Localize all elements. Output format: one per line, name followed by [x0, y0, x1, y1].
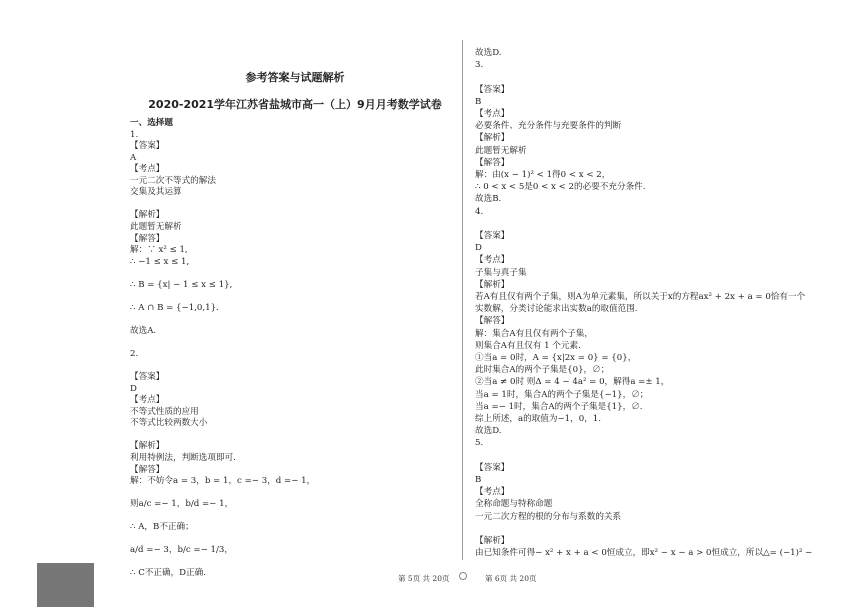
text-line: B [475, 96, 482, 107]
text-line: 则a/c =− 1，b/d =− 1， [130, 499, 234, 510]
text-line: 故选B. [475, 194, 502, 205]
text-line: 当a =− 1时，集合A的两个子集是{1}，∅. [475, 401, 643, 412]
text-line: 【解析】 [475, 279, 510, 290]
text-line: 【答案】 [475, 462, 510, 473]
text-line: ②当a ≠ 0时 则Δ = 4 − 4a² = 0，解得a =± 1， [475, 377, 670, 388]
text-line: 子集与真子集 [475, 267, 527, 278]
text-line: 此题暂无解析 [475, 145, 527, 156]
text-line: 3. [475, 60, 484, 71]
text-line: 5. [475, 438, 484, 449]
text-line: 【考点】 [130, 164, 165, 175]
text-line: 实数解，分类讨论能求出实数a的取值范围. [475, 304, 638, 315]
text-line: 【答案】 [475, 231, 510, 241]
text-line: 【解答】 [475, 157, 510, 168]
exam-title: 2020-2021学年江苏省盐城市高一（上）9月月考数学试卷 [148, 98, 442, 111]
text-line: 【解答】 [475, 316, 510, 327]
page-title: 参考答案与试题解析 [245, 71, 345, 84]
text-line: ∴ C不正确，D正确. [130, 568, 206, 579]
text-line: 必要条件、充分条件与充要条件的判断 [475, 121, 622, 132]
text-line: 故选D. [475, 48, 502, 58]
text-line: ∴ −1 ≤ x ≤ 1, [130, 256, 190, 267]
text-line: 【答案】 [475, 84, 510, 95]
gear-icon [459, 572, 467, 580]
text-line: 【考点】 [130, 395, 165, 406]
text-line: 则集合A有且仅有 1 个元素. [475, 340, 581, 351]
column-divider [462, 40, 463, 560]
text-line: ①当a = 0时，A = {x|2x = 0} = {0}， [475, 353, 637, 363]
text-line: 不等式比较两数大小 [130, 418, 208, 429]
text-line: 解：由(x − 1)² < 1得0 < x < 2， [475, 170, 611, 180]
text-line: 【答案】 [130, 372, 165, 383]
text-line: D [475, 243, 482, 254]
text-line: ∴ A，B不正确； [130, 522, 194, 533]
text-line: 一、选择题 [130, 118, 173, 128]
page-number-left: 第 5页 共 20页 [398, 574, 450, 583]
text-line: 【解答】 [130, 464, 165, 475]
text-line: 此题暂无解析 [130, 221, 182, 232]
text-line: 一元二次方程的根的分布与系数的关系 [475, 511, 622, 522]
text-line: 不等式性质的应用 [130, 406, 199, 417]
text-line: 【解析】 [130, 210, 165, 221]
text-line: 【考点】 [475, 109, 510, 119]
text-line: 解：集合A有且仅有两个子集， [475, 328, 593, 339]
text-line: 2. [130, 349, 139, 359]
text-line: 交集及其运算 [130, 187, 182, 198]
text-line: ∴ 0 < x < 5是0 < x < 2的必要不充分条件. [475, 182, 646, 193]
text-line: 故选D. [475, 426, 502, 437]
text-line: a/d =− 3，b/c =− 1/3， [130, 545, 233, 556]
text-line: 当a = 1时，集合A的两个子集是{−1}，∅； [475, 389, 649, 400]
text-line: 【解析】 [475, 133, 510, 144]
text-line: 全称命题与特称命题 [475, 499, 553, 510]
text-line: 利用特例法，判断选项即可. [130, 452, 236, 463]
text-line: ∴ B = {x| − 1 ≤ x ≤ 1}, [130, 279, 233, 290]
text-line: 此时集合A的两个子集是{0}，∅； [475, 365, 610, 376]
text-line: B [475, 475, 482, 485]
text-line: 【解析】 [130, 441, 165, 452]
text-line: 【答案】 [130, 141, 165, 152]
text-line: 1. [130, 129, 139, 140]
text-line: 若A有且仅有两个子集，则A为单元素集，所以关于x的方程ax² + 2x + a = 0恰有一个 [475, 292, 806, 302]
text-line: 【解析】 [475, 536, 510, 546]
text-line: 【考点】 [475, 487, 510, 498]
text-line: D [130, 383, 137, 394]
text-line: 【解答】 [130, 233, 165, 244]
text-line: 由已知条件可得− x² + x + a < 0恒成立，即x² − x − a > 0恒成立，所以△= (−1)² − [475, 548, 813, 559]
text-line: 一元二次不等式的解法 [130, 175, 216, 186]
text-line: A [130, 152, 137, 163]
page-number-right: 第 6页 共 20页 [485, 574, 537, 583]
text-line: 4. [475, 206, 484, 217]
text-line: 解：∵ x² ≤ 1, [130, 245, 188, 256]
thumbnail-placeholder [37, 563, 94, 607]
text-line: ∴ A ∩ B = {−1,0,1}. [130, 302, 219, 313]
text-line: 【考点】 [475, 255, 510, 266]
text-line: 综上所述，a的取值为−1，0，1. [475, 414, 601, 424]
text-line: 故选A. [130, 325, 157, 336]
text-line: 解：不妨令a = 3，b = 1，c =− 3，d =− 1， [130, 476, 316, 487]
